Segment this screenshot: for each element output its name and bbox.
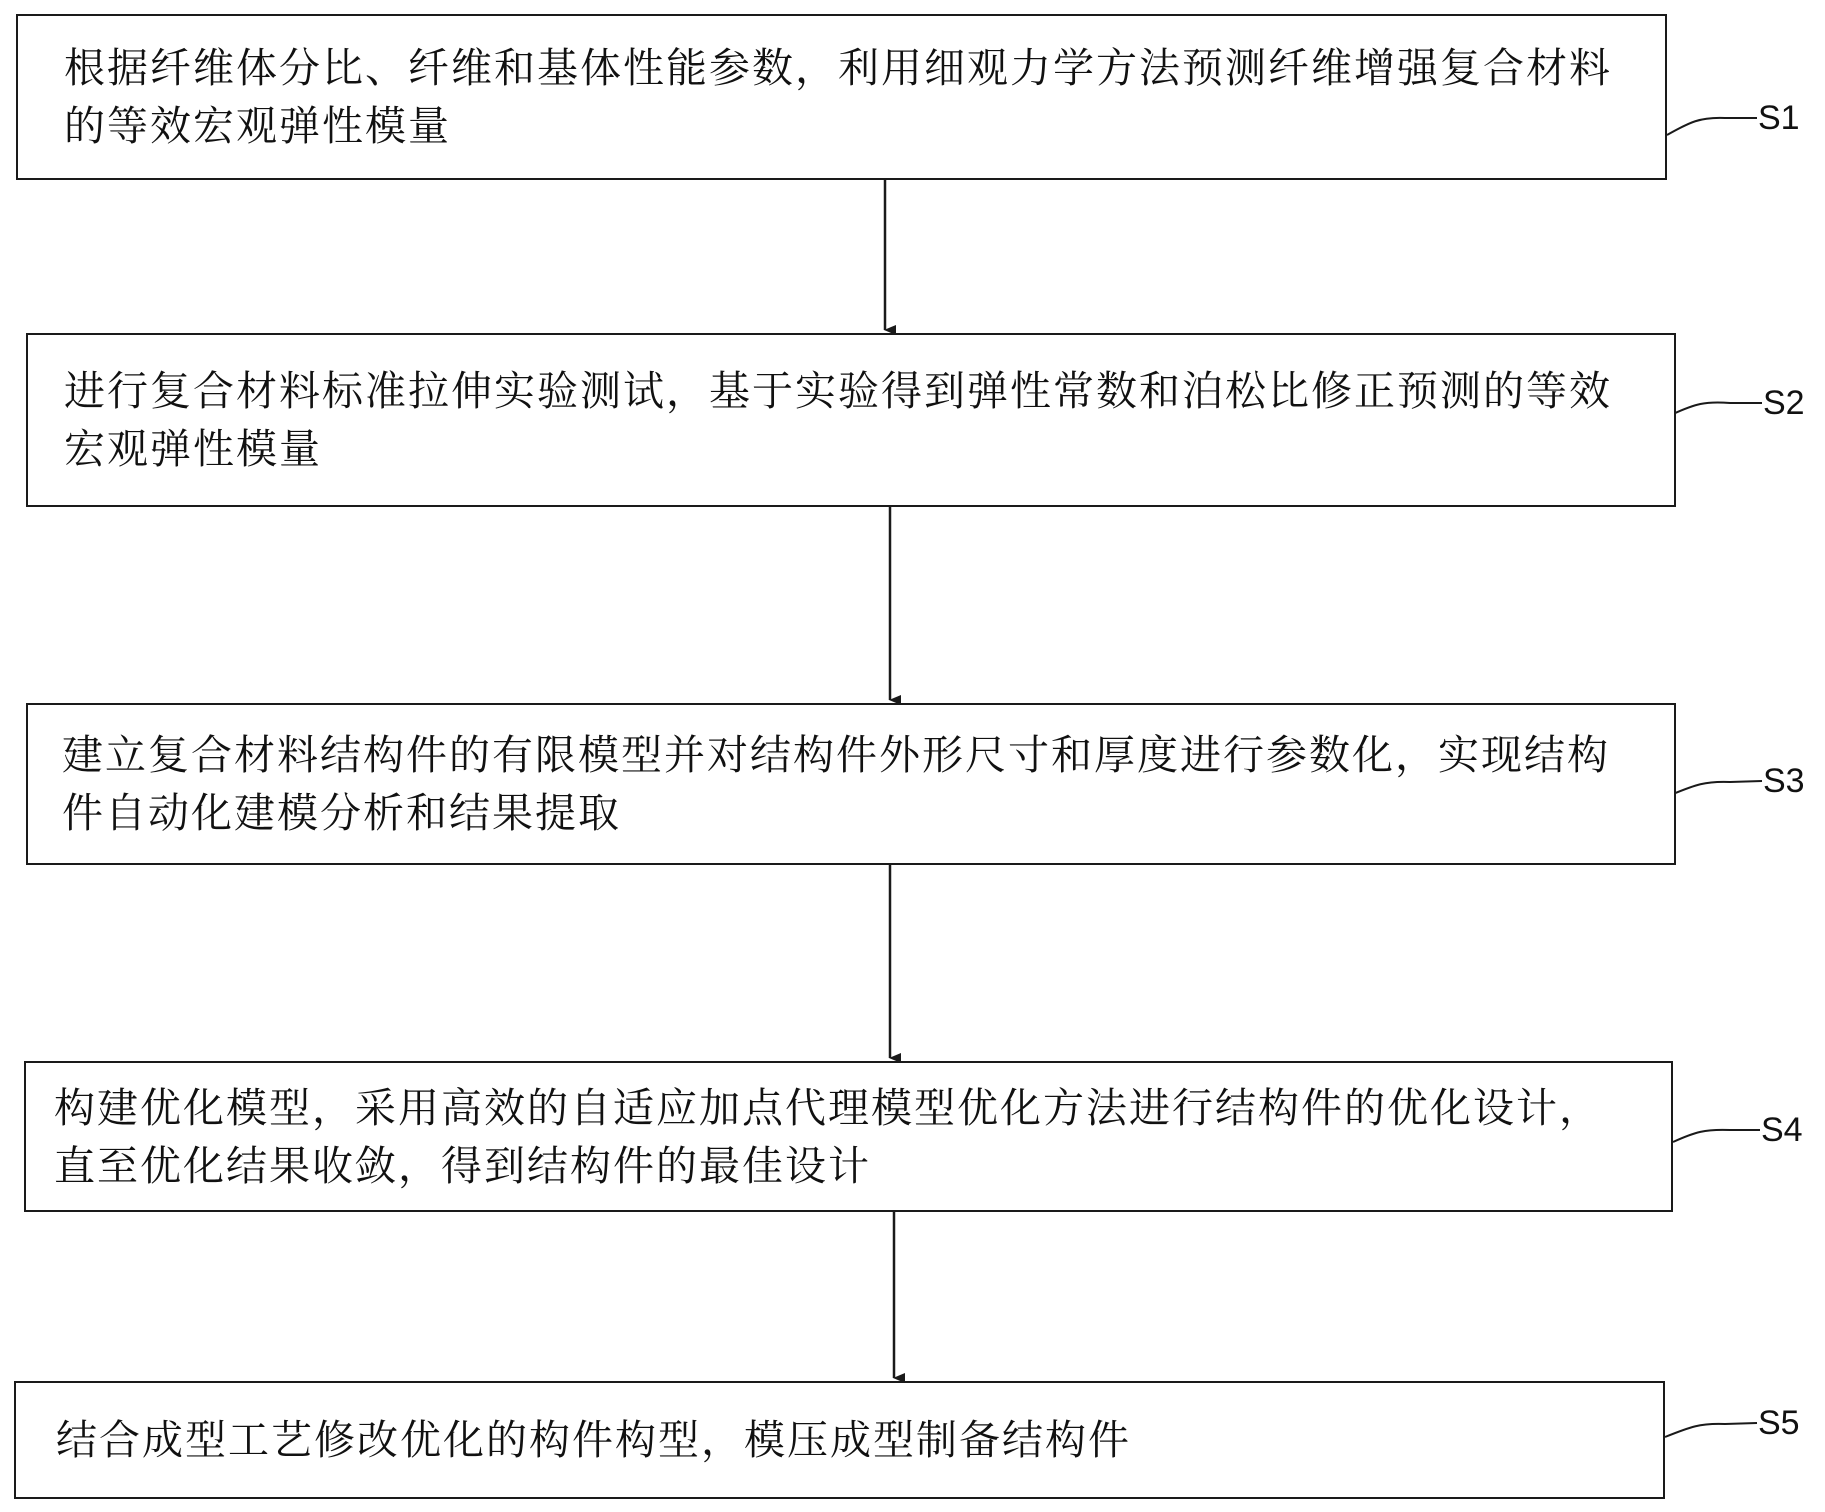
step-label-s5: S5 xyxy=(1758,1404,1800,1442)
step-text-s1: 根据纤维体分比、纤维和基体性能参数，利用细观力学方法预测纤维增强复合材料的等效宏观弹性模量 xyxy=(64,44,1612,150)
step-label-s4: S4 xyxy=(1761,1111,1803,1149)
step-label-s2: S2 xyxy=(1763,384,1805,422)
step-box-s1 xyxy=(16,14,1667,180)
step-box-s2 xyxy=(26,333,1676,507)
step-label-s1: S1 xyxy=(1758,99,1800,137)
leader-s5 xyxy=(1665,1423,1757,1437)
leader-s2 xyxy=(1673,402,1762,414)
step-text-s3: 建立复合材料结构件的有限模型并对结构件外形尺寸和厚度进行参数化，实现结构件自动化建模分析和结果提取 xyxy=(62,731,1610,837)
leader-s1 xyxy=(1667,118,1757,135)
step-box-s3 xyxy=(26,703,1676,865)
step-label-s3: S3 xyxy=(1763,762,1805,800)
step-text-s2: 进行复合材料标准拉伸实验测试，基于实验得到弹性常数和泊松比修正预测的等效宏观弹性模量 xyxy=(64,367,1612,473)
step-box-s4 xyxy=(24,1061,1673,1212)
step-text-s4: 构建优化模型，采用高效的自适应加点代理模型优化方法进行结构件的优化设计，直至优化结果收敛，得到结构件的最佳设计 xyxy=(54,1083,1602,1190)
leader-s4 xyxy=(1673,1130,1760,1142)
step-text-s5: 结合成型工艺修改优化的构件构型，模压成型制备结构件 xyxy=(56,1416,1131,1464)
step-box-s5 xyxy=(14,1381,1665,1499)
leader-s3 xyxy=(1673,781,1762,794)
